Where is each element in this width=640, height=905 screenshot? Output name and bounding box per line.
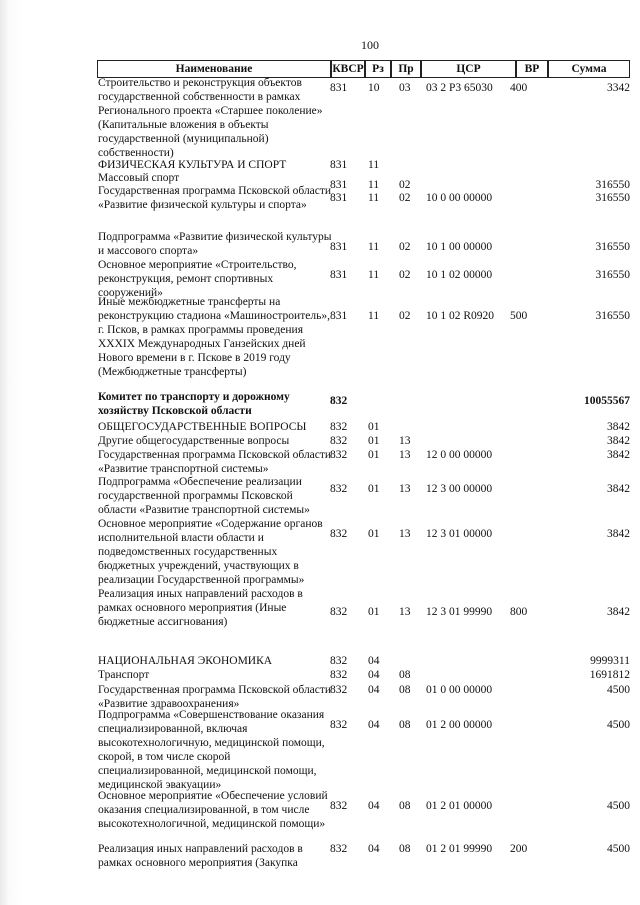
cell-sum: 4500 — [607, 843, 630, 855]
cell-rz: 04 — [368, 684, 380, 696]
cell-sum: 316550 — [595, 179, 630, 191]
cell-sum: 3842 — [607, 449, 630, 461]
cell-csr: 12 3 00 00000 — [426, 483, 493, 495]
cell-kvsr: 831 — [330, 310, 348, 322]
header-name: Наименование — [97, 60, 331, 78]
cell-csr: 12 0 00 00000 — [426, 449, 493, 461]
cell-sum: 3842 — [607, 435, 630, 447]
cell-sum: 3842 — [607, 483, 630, 495]
cell-kvsr: 832 — [330, 483, 348, 495]
cell-kvsr: 832 — [330, 800, 348, 812]
header-pr: Пр — [391, 60, 421, 78]
cell-kvsr: 832 — [330, 684, 348, 696]
cell-kvsr: 832 — [330, 606, 348, 618]
header-sum: Сумма — [548, 60, 630, 78]
row-name: Государственная программа Псковской области «Развитие здравоохранения» — [98, 684, 332, 710]
cell-sum: 3842 — [607, 421, 630, 433]
header-rz: Рз — [365, 60, 391, 78]
cell-sum: 3842 — [607, 606, 630, 618]
cell-kvsr: 832 — [330, 669, 348, 681]
cell-kvsr: 831 — [330, 159, 348, 171]
header-vr: ВР — [516, 60, 548, 78]
cell-rz: 11 — [368, 192, 380, 204]
cell-pr: 08 — [399, 684, 411, 696]
cell-kvsr: 832 — [330, 719, 348, 731]
row-name: Массовый спорт — [98, 172, 180, 184]
cell-kvsr: 831 — [330, 179, 348, 191]
cell-pr: 02 — [399, 269, 411, 281]
cell-sum: 316550 — [595, 241, 630, 253]
cell-rz: 11 — [368, 159, 380, 171]
cell-csr: 01 2 00 00000 — [426, 719, 493, 731]
cell-kvsr: 832 — [330, 395, 348, 407]
cell-sum: 10055567 — [584, 395, 630, 407]
cell-sum: 3842 — [607, 528, 630, 540]
cell-rz: 01 — [368, 435, 380, 447]
cell-kvsr: 832 — [330, 435, 348, 447]
cell-rz: 04 — [368, 843, 380, 855]
cell-pr: 08 — [399, 843, 411, 855]
cell-csr: 10 1 02 00000 — [426, 269, 493, 281]
cell-sum: 4500 — [607, 719, 630, 731]
cell-sum: 4500 — [607, 800, 630, 812]
row-name: Основное мероприятие «Обеспечение условий оказания специализированной, в том числе высокотехнологичной, медицинской помощи» — [98, 790, 328, 830]
cell-csr: 01 2 01 00000 — [426, 800, 493, 812]
cell-kvsr: 831 — [330, 192, 348, 204]
cell-pr: 13 — [399, 606, 411, 618]
row-name: ФИЗИЧЕСКАЯ КУЛЬТУРА И СПОРТ — [98, 159, 287, 171]
cell-csr: 10 1 02 R0920 — [426, 310, 495, 322]
header-kvsr: КВСР — [331, 60, 365, 78]
cell-pr: 08 — [399, 719, 411, 731]
cell-csr: 12 3 01 99990 — [426, 606, 493, 618]
cell-pr: 08 — [399, 669, 411, 681]
cell-csr: 03 2 P3 65030 — [426, 82, 493, 94]
row-name: Строительство и реконструкция объектов государственной собственности в рамках Регионального проекта «Старшее поколение» (Капитальные вложения в объекты государственной (муниципальной) собственности) — [98, 77, 323, 159]
cell-rz: 04 — [368, 719, 380, 731]
cell-rz: 01 — [368, 421, 380, 433]
cell-pr: 02 — [399, 310, 411, 322]
cell-vr: 800 — [510, 606, 528, 618]
cell-sum: 316550 — [595, 310, 630, 322]
cell-rz: 01 — [368, 606, 380, 618]
row-name: НАЦИОНАЛЬНАЯ ЭКОНОМИКА — [98, 655, 273, 667]
cell-rz: 11 — [368, 241, 380, 253]
cell-sum: 316550 — [595, 269, 630, 281]
cell-kvsr: 831 — [330, 82, 348, 94]
cell-vr: 400 — [510, 82, 528, 94]
row-name: Подпрограмма «Обеспечение реализации государственной программы Псковской области «Развитие транспортной системы» — [98, 476, 310, 516]
cell-kvsr: 832 — [330, 449, 348, 461]
row-name: Основное мероприятие «Строительство, реконструкция, ремонт спортивных сооружений» — [98, 259, 297, 299]
cell-csr: 10 0 00 00000 — [426, 192, 493, 204]
cell-rz: 11 — [368, 269, 380, 281]
cell-sum: 3342 — [607, 82, 630, 94]
cell-sum: 9999311 — [590, 655, 630, 667]
cell-vr: 500 — [510, 310, 528, 322]
cell-csr: 01 2 01 99990 — [426, 843, 493, 855]
cell-rz: 01 — [368, 528, 380, 540]
cell-pr: 13 — [399, 483, 411, 495]
cell-pr: 02 — [399, 241, 411, 253]
cell-sum: 4500 — [607, 684, 630, 696]
cell-pr: 02 — [399, 179, 411, 191]
row-name: Иные межбюджетные трансферты на реконструкцию стадиона «Машиностроитель», г. Псков, в рамках программы проведения XXXIX Международных Ганзейских дней Нового времени в г. Пскове в 2019 году (Межбюджетные трансферты) — [98, 296, 330, 378]
cell-kvsr: 832 — [330, 843, 348, 855]
cell-kvsr: 832 — [330, 421, 348, 433]
cell-pr: 13 — [399, 449, 411, 461]
cell-rz: 11 — [368, 179, 380, 191]
cell-csr: 01 0 00 00000 — [426, 684, 493, 696]
cell-rz: 10 — [368, 82, 380, 94]
cell-rz: 04 — [368, 669, 380, 681]
cell-rz: 11 — [368, 310, 380, 322]
row-name: Государственная программа Псковской области «Развитие транспортной системы» — [98, 449, 332, 475]
row-name: Подпрограмма «Развитие физической культуры и массового спорта» — [98, 231, 332, 257]
cell-pr: 08 — [399, 800, 411, 812]
cell-kvsr: 831 — [330, 241, 348, 253]
row-name: Другие общегосударственные вопросы — [98, 435, 290, 447]
row-name: Транспорт — [98, 669, 150, 681]
cell-sum: 1691812 — [589, 669, 630, 681]
row-name: Государственная программа Псковской области «Развитие физической культуры и спорта» — [98, 185, 332, 211]
cell-pr: 03 — [399, 82, 411, 94]
scan-edge-shadow — [0, 0, 22, 905]
cell-pr: 02 — [399, 192, 411, 204]
cell-csr: 12 3 01 00000 — [426, 528, 493, 540]
cell-kvsr: 831 — [330, 269, 348, 281]
row-name: Реализация иных направлений расходов в рамках основного мероприятия (Иные бюджетные ассигнования) — [98, 588, 303, 628]
header-csr: ЦСР — [421, 60, 516, 78]
row-name: Реализация иных направлений расходов в рамках основного мероприятия (Закупка — [98, 843, 303, 869]
cell-csr: 10 1 00 00000 — [426, 241, 493, 253]
page-number: 100 — [361, 38, 379, 52]
cell-pr: 13 — [399, 435, 411, 447]
cell-pr: 13 — [399, 528, 411, 540]
row-name: Подпрограмма «Совершенствование оказания специализированной, включая высокотехнологичную, медицинской помощи, скорой, в том числе скорой специализированной, медицинской помощи, медицинской эвакуации» — [98, 709, 325, 791]
cell-rz: 01 — [368, 483, 380, 495]
row-name: Комитет по транспорту и дорожному хозяйству Псковской области — [98, 391, 290, 417]
cell-kvsr: 832 — [330, 528, 348, 540]
cell-sum: 316550 — [595, 192, 630, 204]
cell-rz: 04 — [368, 800, 380, 812]
row-name: ОБЩЕГОСУДАРСТВЕННЫЕ ВОПРОСЫ — [98, 421, 307, 433]
cell-kvsr: 832 — [330, 655, 348, 667]
cell-vr: 200 — [510, 843, 528, 855]
row-name: Основное мероприятие «Содержание органов исполнительной власти области и подведомственных государственных бюджетных учреждений, участвующих в реализации Государственной программы» — [98, 518, 323, 586]
cell-rz: 01 — [368, 449, 380, 461]
cell-rz: 04 — [368, 655, 380, 667]
